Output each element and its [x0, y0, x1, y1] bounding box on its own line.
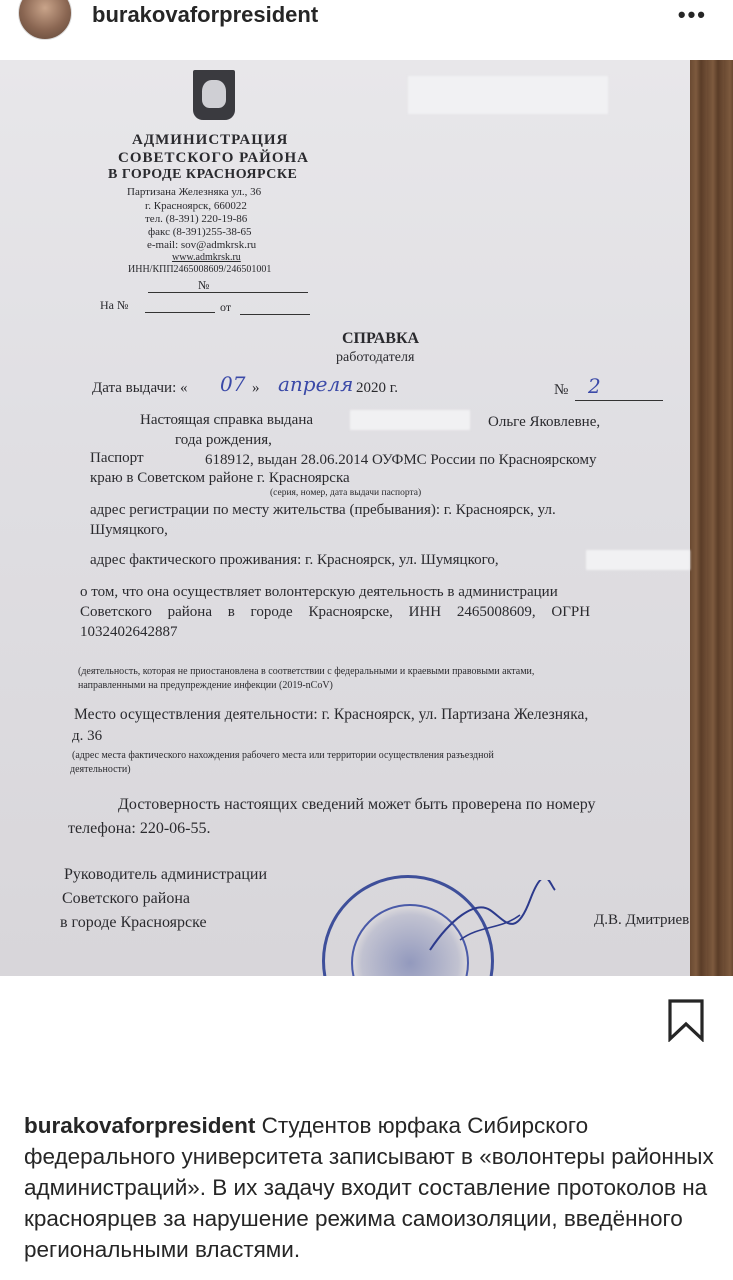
- document-paper: [0, 60, 690, 976]
- document-title: СПРАВКА: [342, 330, 420, 347]
- post-caption: [24, 1110, 714, 1265]
- coat-of-arms-icon: [193, 70, 235, 120]
- doc-line: Ольге Яковлевне,: [488, 414, 601, 430]
- post-header: [0, 0, 733, 60]
- doc-note: деятельности): [70, 764, 131, 775]
- signer-name: Д.В. Дмитриев: [594, 912, 690, 928]
- doc-line: Место осуществления деятельности: г. Красноярск, ул. Партизана Железняка,: [74, 706, 589, 723]
- signatory-title: Советского района: [62, 890, 190, 907]
- caption-text: Студентов юрфака Сибирского федерального университета записывают в «волонтеры районных администраций». В их задачу входит составление протоколов на красноярцев за нарушение режима самоизоляции, введённого региональными властями.: [24, 1113, 714, 1262]
- doc-line: д. 36: [72, 728, 103, 744]
- doc-note: (адрес места фактического нахождения рабочего места или территории осуществления разъездной: [72, 750, 494, 761]
- na-number-label: На №: [100, 298, 129, 312]
- doc-line: Советского района в городе Красноярске, ИНН 2465008609, ОГРН: [80, 604, 591, 620]
- post-image[interactable]: [0, 60, 733, 976]
- address-line: тел. (8-391) 220-19-86: [145, 213, 248, 225]
- signatory-title: Руководитель администрации: [64, 866, 268, 883]
- doc-line: Достоверность настоящих сведений может быть проверена по номеру: [118, 796, 596, 813]
- date-mid: »: [252, 380, 260, 396]
- doc-line: адрес регистрации по месту жительства (пребывания): г. Красноярск, ул.: [90, 502, 556, 518]
- address-line: Партизана Железняка ул., 36: [127, 186, 262, 198]
- ot-label: от: [220, 300, 232, 314]
- address-line: ИНН/КПП2465008609/246501001: [128, 264, 272, 275]
- date-day: 07: [220, 372, 246, 396]
- date-label: Дата выдачи: «: [92, 380, 188, 396]
- doc-line: телефона: 220-06-55.: [68, 820, 211, 837]
- avatar[interactable]: [18, 0, 72, 40]
- address-line: факс (8-391)255-38-65: [148, 226, 252, 238]
- doc-line: адрес фактического проживания: г. Красноярск, ул. Шумяцкого,: [90, 552, 499, 568]
- doc-note: (деятельность, которая не приостановлена в соответствии с федеральными и краевыми правовыми актами,: [78, 666, 535, 677]
- doc-line: Шумяцкого,: [90, 522, 168, 538]
- doc-note: (серия, номер, дата выдачи паспорта): [270, 488, 422, 498]
- post-username[interactable]: burakovaforpresident: [92, 2, 319, 27]
- doc-line: 1032402642887: [80, 624, 178, 640]
- org-line-1: АДМИНИСТРАЦИЯ: [132, 132, 289, 148]
- doc-number-label: №: [554, 382, 569, 398]
- org-line-3: В ГОРОДЕ КРАСНОЯРСКЕ: [108, 167, 298, 182]
- doc-line: 618912, выдан 28.06.2014 ОУФМС России по Красноярскому: [205, 452, 597, 468]
- doc-line: краю в Советском районе г. Красноярска: [90, 470, 350, 486]
- number-label: №: [198, 278, 210, 292]
- doc-line: Настоящая справка выдана: [140, 412, 314, 428]
- doc-line: Паспорт: [90, 450, 144, 466]
- doc-note: направленными на предупреждение инфекции (2019-nCoV): [78, 680, 333, 691]
- doc-line: о том, что она осуществляет волонтерскую деятельность в администрации: [80, 584, 558, 600]
- org-line-2: СОВЕТСКОГО РАЙОНА: [118, 150, 310, 166]
- date-year: 2020 г.: [356, 380, 398, 396]
- more-options-icon[interactable]: •••: [677, 2, 707, 27]
- doc-line: года рождения,: [175, 432, 272, 448]
- signatory-title: в городе Красноярске: [60, 914, 207, 931]
- post-actions: [0, 976, 733, 1076]
- signature: [420, 880, 560, 960]
- date-month: апреля: [278, 372, 354, 396]
- bookmark-icon[interactable]: [666, 998, 706, 1042]
- address-line: г. Красноярск, 660022: [145, 200, 247, 212]
- address-line: www.admkrsk.ru: [172, 252, 241, 263]
- address-line: e-mail: sov@admkrsk.ru: [147, 239, 257, 251]
- doc-number-value: 2: [588, 374, 601, 398]
- redacted-area: [408, 76, 608, 114]
- caption-username[interactable]: burakovaforpresident: [24, 1113, 256, 1138]
- document-subtitle: работодателя: [336, 350, 415, 365]
